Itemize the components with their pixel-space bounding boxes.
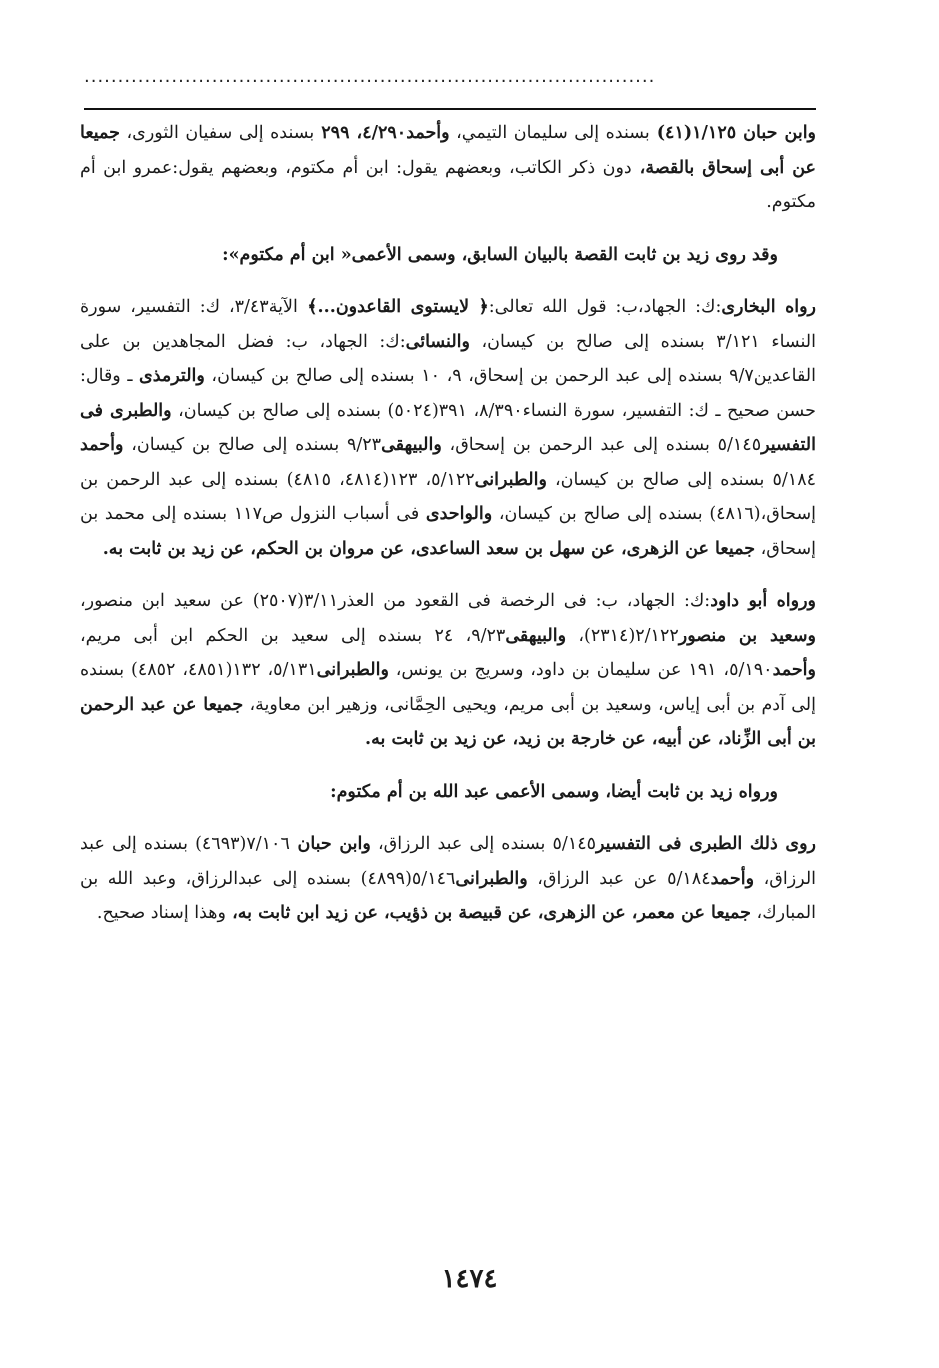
text-run: ٧/١٠٦(٤٦٩٣) بسنده إلى عبد الرزاق، — [80, 834, 817, 889]
text-run: ورواه أبو داود — [710, 591, 816, 611]
text-run: والواحدى — [425, 504, 493, 524]
text-run: والترمذى — [139, 366, 205, 386]
text-run: وابن حبان — [289, 834, 371, 854]
text-run: ٢/١٢٢(٢٣١٤)، — [566, 625, 679, 646]
text-run: وأحمد — [772, 660, 816, 680]
text-run: والطبرانى — [316, 660, 389, 680]
text-run: جميعا عن الزهرى، عن سهل بن سعد الساعدى، عن مروان بن الحكم، عن زيد بن ثابت به. — [102, 538, 756, 559]
paragraph-4 — [80, 827, 816, 931]
text-run: والبيهقى — [505, 625, 567, 646]
text-run: بسنده إلى سفيان الثورى، — [120, 123, 315, 143]
text-run: فى أسباب النزول ص١١٧ بسنده إلى محمد بن إسحاق، — [80, 504, 816, 559]
section-heading-2: ورواه زيد بن ثابت أيضا، وسمى الأعمى عبد الله بن أم مكتوم: — [330, 781, 778, 802]
text-run: :ك: الجهاد، ب: فى الرخصة فى القعود من العذر٣/١١(٢٥٠٧) عن سعيد ابن منصور، — [80, 591, 711, 611]
text-run: والنسائى — [405, 331, 470, 352]
text-run: وأحمد٤/٢٩٠، ٢٩٩ — [314, 123, 450, 143]
text-run: :ك: الجهاد، ب: فضل المجاهدين بن على القاعدين٩/٧ بسنده إلى عبد الرحمن بن إسحاق، ٩، ١٠ بسنده إلى صالح بن كيسان، — [80, 331, 816, 386]
header-dotted-line: ..................................................................................... — [84, 66, 656, 86]
text-run: جميعا عن أبى إسحاق بالقصة، — [80, 123, 816, 178]
text-run: الآية٣/٤٣، ك: التفسير، سورة النساء ٣/١٢١ بسنده إلى صالح بن كيسان، — [80, 297, 817, 352]
text-run: ٩/٢٣ بسنده إلى صالح بن كيسان، — [123, 435, 382, 455]
main-text — [80, 116, 816, 949]
text-run: ﴿ لايستوى القاعدون...﴾ — [297, 297, 489, 317]
text-run: بسنده إلى سليمان التيمي، — [449, 123, 650, 143]
text-run: ٥/١٤٥ بسنده إلى عبد الرحمن بن إسحاق، — [441, 435, 762, 455]
text-run: ٥/١٩٠، ١٩١ عن سليمان بن داود، وسريج بن يونس، — [388, 660, 773, 680]
paragraph-1 — [80, 116, 816, 220]
text-run: والطبرى فى التفسير — [80, 400, 816, 455]
text-run: ٥/١٤٦(٤٨٩٩) بسنده إلى عبدالرزاق، وعبد الله بن المبارك، — [80, 868, 816, 923]
text-run: روى ذلك الطبرى فى التفسير — [596, 834, 816, 854]
paragraph-3 — [80, 584, 816, 757]
text-run: جميعا عن عبد الرحمن بن أبى الزِّناد، عن أبيه، عن خارجة بن زيد، عن زيد بن ثابت به. — [80, 694, 816, 749]
text-run: وهذا إسناد صحيح. — [96, 903, 226, 923]
text-run: ـ وقال: حسن صحيح ـ ك: التفسير، سورة النساء٨/٣٩٠، ٣٩١(٥٠٢٤) بسنده إلى صالح بن كيسان، — [80, 366, 816, 421]
text-run: دون ذكر الكاتب، وبعضهم يقول: ابن أم مكتوم، وبعضهم يقول:عمرو ابن أم مكتوم. — [80, 157, 816, 212]
text-run: جميعا عن معمر، عن الزهرى، عن قبيصة بن ذؤيب، عن زيد ابن ثابت به، — [225, 903, 751, 923]
header-rule — [84, 108, 816, 110]
page-number: ١٤٧٤ — [441, 1264, 498, 1294]
text-run: وابن حبان ١/١٢٥(٤١) — [649, 123, 817, 143]
text-run: ٥/١٨٤ بسنده إلى صالح بن كيسان، — [546, 469, 816, 490]
section-heading-1: وقد روى زيد بن ثابت القصة بالبيان السابق، وسمى الأعمى« ابن أم مكتوم»: — [222, 244, 778, 265]
text-run: وأحمد — [80, 435, 124, 455]
text-run: ٥/١٤٥ بسنده إلى عبد الرزاق، — [370, 834, 597, 854]
text-run: والطبرانى — [474, 469, 547, 490]
text-run: ٥/١٨٤ عن عبد الرزاق، — [527, 868, 711, 889]
text-run: ٥/١٣١، ١٣٢(٤٨٥١، ٤٨٥٢) بسنده إلى آدم بن أبى إياس، وسعيد بن أبى مريم، ويحيى الحِمَّانى، وزهير ابن معاوية، — [80, 660, 817, 715]
text-run: وأحمد — [710, 868, 755, 889]
text-run: رواه البخارى — [721, 297, 816, 317]
text-run: ٥/١٢٢، ١٢٣(٤٨١٤، ٤٨١٥) بسنده إلى عبد الرحمن بن إسحاق،(٤٨١٦) بسنده إلى صالح بن كيسان، — [80, 469, 816, 524]
paragraph-2 — [80, 290, 816, 566]
text-run: والبيهقى — [381, 435, 442, 455]
text-run: وسعيد بن منصور — [678, 625, 816, 646]
text-run: ٩/٢٣، ٢٤ بسنده إلى سعيد بن الحكم ابن أبى مريم، — [80, 625, 506, 646]
text-run: :ك: الجهاد،ب: قول الله تعالى: — [488, 297, 722, 317]
text-run: والطبرانى — [455, 868, 528, 889]
